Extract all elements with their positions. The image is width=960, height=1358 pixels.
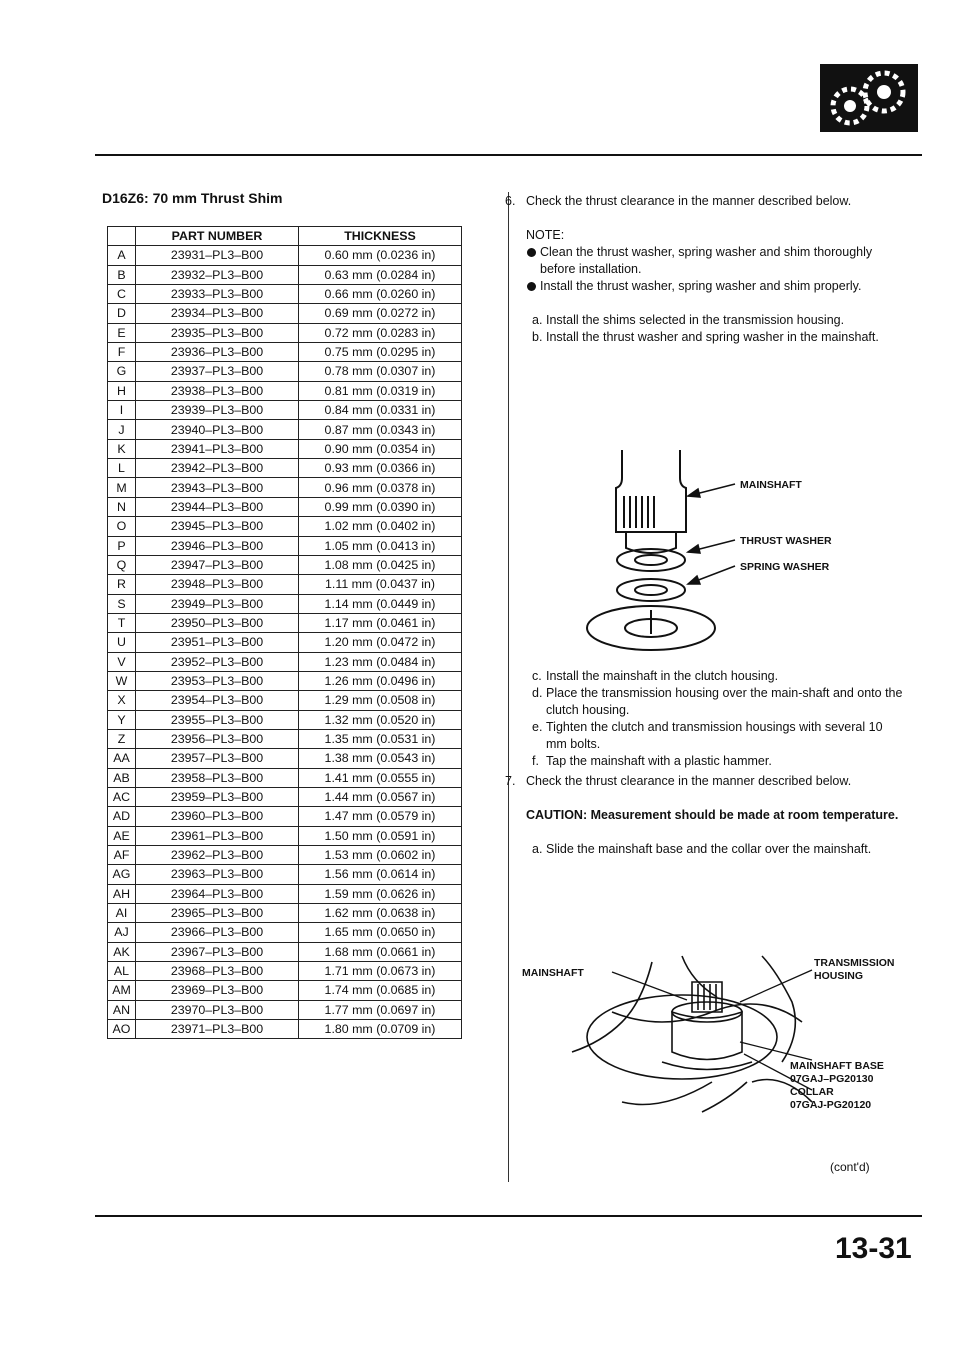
table-row [108, 904, 462, 923]
thickness: 1.65 mm (0.0650 in) [299, 923, 462, 942]
part-number: 23948–PL3–B00 [136, 575, 299, 594]
table-title: D16Z6: 70 mm Thrust Shim [102, 190, 283, 206]
row-letter: AF [108, 846, 136, 865]
part-number: 23945–PL3–B00 [136, 517, 299, 536]
label-transmission-housing-2: HOUSING [814, 970, 864, 982]
row-letter: AC [108, 787, 136, 806]
thickness: 0.75 mm (0.0295 in) [299, 343, 462, 362]
thickness: 1.68 mm (0.0661 in) [299, 942, 462, 961]
thickness: 0.99 mm (0.0390 in) [299, 497, 462, 516]
table-row [108, 536, 462, 555]
substep-c: c. Install the mainshaft in the clutch housing. [532, 669, 779, 683]
row-letter: M [108, 478, 136, 497]
table-row [108, 981, 462, 1000]
thickness: 1.29 mm (0.0508 in) [299, 691, 462, 710]
shim-table [107, 226, 462, 1039]
step-text: Check the thrust clearance in the manner described below. [526, 194, 852, 208]
table-row [108, 807, 462, 826]
part-number: 23931–PL3–B00 [136, 246, 299, 265]
thickness: 1.32 mm (0.0520 in) [299, 710, 462, 729]
table-row [108, 594, 462, 613]
table-row [108, 478, 462, 497]
table-row [108, 1000, 462, 1019]
caution-text: CAUTION: Measurement should be made at room temperature. [526, 808, 899, 822]
part-number: 23952–PL3–B00 [136, 652, 299, 671]
header-rule [95, 154, 922, 156]
part-number: 23971–PL3–B00 [136, 1020, 299, 1039]
footer-rule [95, 1215, 922, 1217]
row-letter: C [108, 285, 136, 304]
part-number: 23966–PL3–B00 [136, 923, 299, 942]
part-number: 23969–PL3–B00 [136, 981, 299, 1000]
thickness: 1.80 mm (0.0709 in) [299, 1020, 462, 1039]
part-number: 23967–PL3–B00 [136, 942, 299, 961]
label-mainshaft-base: MAINSHAFT BASE [790, 1060, 884, 1072]
row-letter: O [108, 517, 136, 536]
row-letter: AE [108, 826, 136, 845]
table-row [108, 517, 462, 536]
row-letter: U [108, 633, 136, 652]
part-number: 23950–PL3–B00 [136, 613, 299, 632]
thickness: 0.60 mm (0.0236 in) [299, 246, 462, 265]
table-row [108, 362, 462, 381]
substep-e: e. Tighten the clutch and transmission housings with several 10 mm bolts. [532, 720, 883, 751]
thickness: 0.66 mm (0.0260 in) [299, 285, 462, 304]
row-letter: T [108, 613, 136, 632]
row-letter: K [108, 439, 136, 458]
row-letter: I [108, 401, 136, 420]
label-transmission-housing: TRANSMISSION [814, 957, 895, 969]
label-collar-part: 07GAJ-PG20120 [790, 1099, 872, 1111]
column-divider [508, 192, 509, 1182]
row-letter: R [108, 575, 136, 594]
step-6 [505, 193, 904, 346]
substep-a: a. Install the shims selected in the transmission housing. [532, 313, 845, 327]
row-letter: F [108, 343, 136, 362]
thickness: 0.96 mm (0.0378 in) [299, 478, 462, 497]
table-row [108, 439, 462, 458]
label-thrust-washer: THRUST WASHER [740, 535, 832, 547]
thickness: 1.74 mm (0.0685 in) [299, 981, 462, 1000]
label-mainshaft: MAINSHAFT [740, 479, 802, 491]
table-row [108, 923, 462, 942]
part-number: 23962–PL3–B00 [136, 846, 299, 865]
part-number: 23939–PL3–B00 [136, 401, 299, 420]
thickness: 1.26 mm (0.0496 in) [299, 671, 462, 690]
note-bullet [526, 278, 904, 295]
row-letter: D [108, 304, 136, 323]
mainshaft-washer-figure [560, 448, 900, 658]
table-row [108, 633, 462, 652]
row-letter: L [108, 459, 136, 478]
thickness: 0.81 mm (0.0319 in) [299, 381, 462, 400]
thickness: 0.72 mm (0.0283 in) [299, 323, 462, 342]
table-row [108, 787, 462, 806]
part-number: 23968–PL3–B00 [136, 962, 299, 981]
part-number: 23954–PL3–B00 [136, 691, 299, 710]
substep-a: a. Slide the mainshaft base and the collar over the mainshaft. [532, 842, 872, 856]
bullet-icon [527, 248, 536, 257]
header-blank [108, 227, 136, 246]
shim-table-body [108, 246, 462, 1039]
table-row [108, 285, 462, 304]
table-row [108, 497, 462, 516]
part-number: 23955–PL3–B00 [136, 710, 299, 729]
thickness: 1.05 mm (0.0413 in) [299, 536, 462, 555]
thickness: 1.08 mm (0.0425 in) [299, 555, 462, 574]
row-letter: A [108, 246, 136, 265]
table-row [108, 865, 462, 884]
transmission-gear-icon [820, 64, 918, 132]
note-label: NOTE: [526, 228, 565, 242]
thickness: 0.93 mm (0.0366 in) [299, 459, 462, 478]
row-letter: P [108, 536, 136, 555]
table-row [108, 710, 462, 729]
row-letter: AB [108, 768, 136, 787]
part-number: 23937–PL3–B00 [136, 362, 299, 381]
part-number: 23943–PL3–B00 [136, 478, 299, 497]
table-row [108, 826, 462, 845]
part-number: 23933–PL3–B00 [136, 285, 299, 304]
table-row [108, 265, 462, 284]
row-letter: N [108, 497, 136, 516]
part-number: 23949–PL3–B00 [136, 594, 299, 613]
thickness: 1.17 mm (0.0461 in) [299, 613, 462, 632]
row-letter: AA [108, 749, 136, 768]
label-collar: COLLAR [790, 1086, 834, 1098]
table-row [108, 1020, 462, 1039]
table-row [108, 343, 462, 362]
table-row [108, 652, 462, 671]
label-mainshaft: MAINSHAFT [522, 967, 584, 979]
table-header-row [108, 227, 462, 246]
table-row [108, 575, 462, 594]
thickness: 1.14 mm (0.0449 in) [299, 594, 462, 613]
label-mainshaft-base-part: 07GAJ–PG20130 [790, 1073, 874, 1085]
thickness: 0.87 mm (0.0343 in) [299, 420, 462, 439]
part-number: 23940–PL3–B00 [136, 420, 299, 439]
part-number: 23946–PL3–B00 [136, 536, 299, 555]
row-letter: G [108, 362, 136, 381]
continued-note: (cont'd) [830, 1160, 870, 1174]
thickness: 1.56 mm (0.0614 in) [299, 865, 462, 884]
page-number: 13-31 [835, 1232, 912, 1265]
part-number: 23934–PL3–B00 [136, 304, 299, 323]
part-number: 23956–PL3–B00 [136, 729, 299, 748]
thickness: 1.77 mm (0.0697 in) [299, 1000, 462, 1019]
table-row [108, 768, 462, 787]
thickness: 1.53 mm (0.0602 in) [299, 846, 462, 865]
table-row [108, 304, 462, 323]
row-letter: AL [108, 962, 136, 981]
part-number: 23958–PL3–B00 [136, 768, 299, 787]
table-row [108, 729, 462, 748]
table-row [108, 323, 462, 342]
part-number: 23964–PL3–B00 [136, 884, 299, 903]
part-number: 23960–PL3–B00 [136, 807, 299, 826]
thickness: 1.59 mm (0.0626 in) [299, 884, 462, 903]
step-number: 7. [505, 774, 516, 788]
row-letter: AN [108, 1000, 136, 1019]
note-bullet-text: Install the thrust washer, spring washer and shim properly. [540, 279, 862, 293]
part-number: 23963–PL3–B00 [136, 865, 299, 884]
step-number: 6. [505, 194, 516, 208]
substep-f: f. Tap the mainshaft with a plastic hammer. [532, 754, 772, 768]
row-letter: W [108, 671, 136, 690]
table-row [108, 459, 462, 478]
row-letter: V [108, 652, 136, 671]
table-row [108, 962, 462, 981]
thickness: 0.84 mm (0.0331 in) [299, 401, 462, 420]
table-row [108, 420, 462, 439]
thickness: 1.35 mm (0.0531 in) [299, 729, 462, 748]
row-letter: AK [108, 942, 136, 961]
thickness: 1.44 mm (0.0567 in) [299, 787, 462, 806]
part-number: 23951–PL3–B00 [136, 633, 299, 652]
table-row [108, 691, 462, 710]
thickness: 1.11 mm (0.0437 in) [299, 575, 462, 594]
step-6-continued [526, 668, 904, 770]
part-number: 23970–PL3–B00 [136, 1000, 299, 1019]
note-bullet-text: Clean the thrust washer, spring washer and shim thoroughly before installation. [540, 245, 873, 276]
row-letter: S [108, 594, 136, 613]
thickness: 1.23 mm (0.0484 in) [299, 652, 462, 671]
row-letter: AM [108, 981, 136, 1000]
part-number: 23965–PL3–B00 [136, 904, 299, 923]
table-row [108, 555, 462, 574]
row-letter: Q [108, 555, 136, 574]
thickness: 1.71 mm (0.0673 in) [299, 962, 462, 981]
thickness: 0.78 mm (0.0307 in) [299, 362, 462, 381]
part-number: 23938–PL3–B00 [136, 381, 299, 400]
thickness: 0.90 mm (0.0354 in) [299, 439, 462, 458]
row-letter: AH [108, 884, 136, 903]
substep-d: d. Place the transmission housing over the main-shaft and onto the clutch housing. [532, 686, 903, 717]
row-letter: X [108, 691, 136, 710]
row-letter: B [108, 265, 136, 284]
row-letter: Y [108, 710, 136, 729]
mainshaft-base-figure [512, 942, 912, 1142]
row-letter: AO [108, 1020, 136, 1039]
thickness: 1.41 mm (0.0555 in) [299, 768, 462, 787]
part-number: 23932–PL3–B00 [136, 265, 299, 284]
step-text: Check the thrust clearance in the manner described below. [526, 774, 852, 788]
table-row [108, 749, 462, 768]
part-number: 23961–PL3–B00 [136, 826, 299, 845]
row-letter: AG [108, 865, 136, 884]
part-number: 23936–PL3–B00 [136, 343, 299, 362]
note-bullet [526, 244, 904, 278]
step-7 [505, 773, 904, 858]
header-thickness: THICKNESS [299, 227, 462, 246]
row-letter: H [108, 381, 136, 400]
label-spring-washer: SPRING WASHER [740, 561, 830, 573]
row-letter: Z [108, 729, 136, 748]
table-row [108, 401, 462, 420]
row-letter: J [108, 420, 136, 439]
row-letter: AD [108, 807, 136, 826]
row-letter: AI [108, 904, 136, 923]
table-row [108, 246, 462, 265]
table-row [108, 884, 462, 903]
part-number: 23944–PL3–B00 [136, 497, 299, 516]
row-letter: AJ [108, 923, 136, 942]
table-row [108, 846, 462, 865]
table-row [108, 671, 462, 690]
table-row [108, 381, 462, 400]
bullet-icon [527, 282, 536, 291]
thickness: 1.38 mm (0.0543 in) [299, 749, 462, 768]
header-part-number: PART NUMBER [136, 227, 299, 246]
thickness: 1.50 mm (0.0591 in) [299, 826, 462, 845]
table-row [108, 613, 462, 632]
part-number: 23935–PL3–B00 [136, 323, 299, 342]
thickness: 1.62 mm (0.0638 in) [299, 904, 462, 923]
substep-b: b. Install the thrust washer and spring washer in the mainshaft. [532, 330, 879, 344]
part-number: 23942–PL3–B00 [136, 459, 299, 478]
part-number: 23957–PL3–B00 [136, 749, 299, 768]
thickness: 1.02 mm (0.0402 in) [299, 517, 462, 536]
table-row [108, 942, 462, 961]
thickness: 1.47 mm (0.0579 in) [299, 807, 462, 826]
thickness: 0.69 mm (0.0272 in) [299, 304, 462, 323]
thickness: 0.63 mm (0.0284 in) [299, 265, 462, 284]
part-number: 23947–PL3–B00 [136, 555, 299, 574]
thickness: 1.20 mm (0.0472 in) [299, 633, 462, 652]
part-number: 23959–PL3–B00 [136, 787, 299, 806]
row-letter: E [108, 323, 136, 342]
part-number: 23953–PL3–B00 [136, 671, 299, 690]
part-number: 23941–PL3–B00 [136, 439, 299, 458]
